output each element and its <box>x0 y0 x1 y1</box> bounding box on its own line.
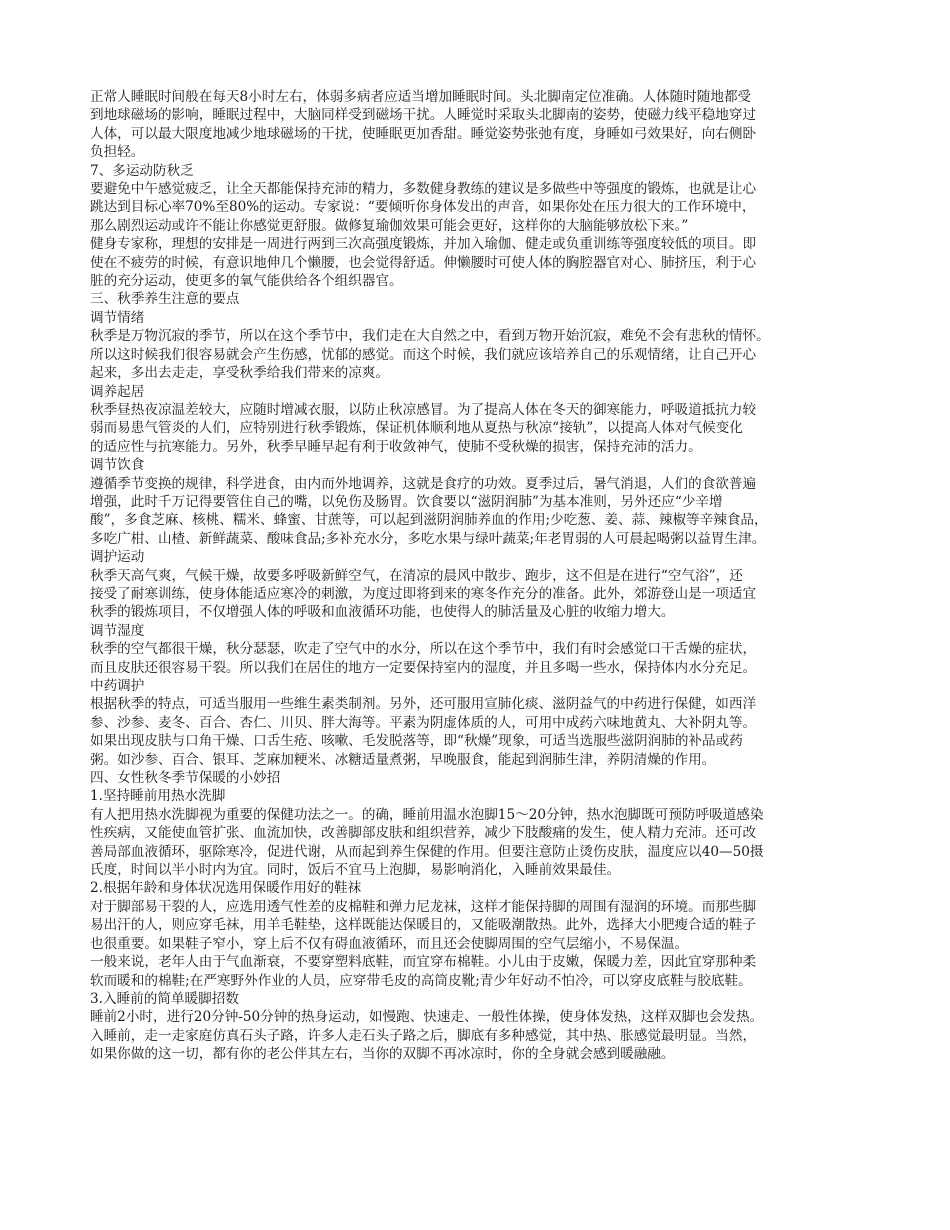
text-line: 使在不疲劳的时候，有意识地伸几个懒腰，也会觉得舒适。伸懒腰时可使人体的胸腔器官对心、肺挤压，利于心 <box>90 254 757 271</box>
text-line: 脏的充分运动，使更多的氧气能供给各个组织器官。 <box>90 273 403 290</box>
text-line: 调护运动 <box>90 549 145 566</box>
text-line: 弱而易患气管炎的人们，应特别进行秋季锻炼，保证机体顺利地从夏热与秋凉“接轨”，以提高人体对气候变化 <box>90 420 743 437</box>
text-line: 所以这时候我们很容易就会产生伤感，忧郁的感觉。而这个时候，我们就应该培养自己的乐观情绪，让自己开心 <box>90 346 757 363</box>
text-line: 性疾病，又能使血管扩张、血流加快，改善脚部皮肤和组织营养，减少下肢酸痛的发生，使人精力充沛。还可改 <box>90 825 757 842</box>
text-line: 而且皮肤还很容易干裂。所以我们在居住的地方一定要保持室内的湿度，并且多喝一些水，保持体内水分充足。 <box>90 659 757 676</box>
text-line: 有人把用热水洗脚视为重要的保健功法之一。的确，睡前用温水泡脚15～20分钟，热水泡脚既可预防呼吸道感染 <box>90 806 764 823</box>
text-line: 要避免中午感觉疲乏，让全天都能保持充沛的精力，多数健身教练的建议是多做些中等强度的锻炼，也就是让心 <box>90 181 757 198</box>
text-line: 善局部血液循环，驱除寒冷，促进代谢，从而起到养生保健的作用。但要注意防止烫伤皮肤，温度应以40—50摄 <box>90 843 764 860</box>
text-line: 健身专家称，理想的安排是一周进行两到三次高强度锻炼，并加入瑜伽、健走或负重训练等强度较低的项目。即 <box>90 236 757 253</box>
text-line: 根据秋季的特点，可适当服用一些维生素类制剂。另外，还可服用宣肺化痰、滋阴益气的中药进行保健，如西洋 <box>90 696 757 713</box>
text-line: 调养起居 <box>90 383 145 400</box>
text-line: 接受了耐寒训练，使身体能适应寒冷的刺激，为度过即将到来的寒冬作充分的准备。此外，郊游登山是一项适宜 <box>90 585 757 602</box>
text-line: 负担轻。 <box>90 144 145 161</box>
text-line: 秋季昼热夜凉温差较大，应随时增减衣服，以防止秋凉感冒。为了提高人体在冬天的御寒能力，呼吸道抵抗力较 <box>90 401 757 418</box>
text-line: 中药调护 <box>90 678 145 694</box>
text-line: 跳达到目标心率70%至80%的运动。专家说：“要倾听你身体发出的声音，如果你处在压力很大的工作环境中， <box>90 199 756 216</box>
text-line: 秋季是万物沉寂的季节，所以在这个季节中，我们走在大自然之中，看到万物开始沉寂，难免不会有悲秋的情怀。 <box>90 328 770 345</box>
text-line: 粥。如沙参、百合、银耳、芝麻加粳米、冰糖适量煮粥，早晚服食，能起到润肺生津，养阴清燥的作用。 <box>90 751 716 768</box>
text-line: 对于脚部易干裂的人，应选用透气性差的皮棉鞋和弹力尼龙袜，这样才能保持脚的周围有湿润的环境。而那些脚 <box>90 898 757 915</box>
text-line: 的适应性与抗寒能力。另外，秋季早睡早起有利于收敛神气，使肺不受秋燥的损害，保持充沛的活力。 <box>90 438 702 455</box>
text-line: 3.入睡前的简单暖脚招数 <box>90 990 239 1007</box>
text-line: 那么剧烈运动或许不能让你感觉更舒服。做修复瑜伽效果可能会更好，这样你的大脑能够放松下来。” <box>90 217 689 234</box>
text-line: 起来，多出去走走，享受秋季给我们带来的凉爽。 <box>90 365 390 382</box>
text-line: 秋季的锻炼项目，不仅增强人体的呼吸和血液循环功能，也使得人的肺活量及心脏的收缩力增大。 <box>90 604 675 621</box>
text-line: 秋季的空气都很干燥，秋分瑟瑟，吹走了空气中的水分，所以在这个季节中，我们有时会感觉口干舌燥的症状， <box>90 641 757 658</box>
text-line: 秋季天高气爽，气候干燥，故要多呼吸新鲜空气，在清凉的晨风中散步、跑步，这不但是在进行“空气浴”，还 <box>90 567 743 584</box>
text-line: 增强，此时千万记得要管住自己的嘴，以免伤及肠胃。饮食要以“滋阴润肺”为基本准则，另外还应“少辛增 <box>90 493 723 510</box>
text-line: 到地球磁场的影响，睡眠过程中，大脑同样受到磁场干扰。人睡觉时采取头北脚南的姿势，使磁力线平稳地穿过 <box>90 107 757 124</box>
text-line: 也很重要。如果鞋子窄小，穿上后不仅有碍血液循环，而且还会使脚周围的空气层缩小，不易保温。 <box>90 935 689 952</box>
text-line: 氏度，时间以半小时内为宜。同时，饭后不宜马上泡脚，易影响消化，入睡前效果最佳。 <box>90 862 621 879</box>
text-line: 如果出现皮肤与口角干燥、口舌生疮、咳嗽、毛发脱落等，即“秋燥”现象，可适当选服些滋阴润肺的补品或药 <box>90 733 743 750</box>
text-line: 如果你做的这一切，都有你的老公伴其左右，当你的双脚不再冰凉时，你的全身就会感到暖融融。 <box>90 1046 675 1063</box>
text-line: 人体，可以最大限度地减少地球磁场的干扰，使睡眠更加香甜。睡觉姿势张弛有度，身睡如弓效果好，向右侧卧 <box>90 125 757 142</box>
document-body <box>90 88 862 1064</box>
text-line: 三、秋季养生注意的要点 <box>90 291 240 308</box>
text-line: 多吃广柑、山楂、新鲜蔬菜、酸味食品;多补充水分，多吃水果与绿叶蔬菜;年老胃弱的人可晨起喝粥以益胃生津。 <box>90 530 766 547</box>
text-line: 参、沙参、麦冬、百合、杏仁、川贝、胖大海等。平素为阴虚体质的人，可用中成药六味地黄丸、大补阴丸等。 <box>90 714 757 731</box>
text-line: 调节饮食 <box>90 457 145 474</box>
text-line: 7、多运动防秋乏 <box>90 162 194 179</box>
text-line: 一般来说，老年人由于气血渐衰，不要穿塑料底鞋，而宜穿布棉鞋。小儿由于皮嫩，保暖力差，因此宜穿那种柔 <box>90 954 757 971</box>
text-line: 遵循季节变换的规律，科学进食，由内而外地调养，这就是食疗的功效。夏季过后，暑气消退，人们的食欲普遍 <box>90 475 757 492</box>
text-line: 睡前2小时，进行20分钟-50分钟的热身运动，如慢跑、快速走、一般性体操，使身体发热，这样双脚也会发热。 <box>90 1009 764 1026</box>
text-line: 软而暖和的棉鞋;在严寒野外作业的人员，应穿带毛皮的高筒皮靴;青少年好动不怕冷，可以穿皮底鞋与胶底鞋。 <box>90 972 752 989</box>
text-line: 2.根据年龄和身体状况选用保暖作用好的鞋袜 <box>90 880 362 897</box>
text-line: 调节湿度 <box>90 622 145 639</box>
text-line: 易出汗的人，则应穿毛袜，用羊毛鞋垫，这样既能达保暖目的，又能吸潮散热。此外，选择大小肥瘦合适的鞋子 <box>90 917 757 934</box>
text-line: 1.坚持睡前用热水洗脚 <box>90 788 226 805</box>
text-line: 四、女性秋冬季节保暖的小妙招 <box>90 770 281 787</box>
text-line: 酸”，多食芝麻、核桃、糯米、蜂蜜、甘蔗等，可以起到滋阴润肺养血的作用;少吃葱、姜、蒜、辣椒等辛辣食品， <box>90 512 768 529</box>
text-line: 调节情绪 <box>90 309 145 326</box>
text-line: 正常人睡眠时间般在每天8小时左右，体弱多病者应适当增加睡眠时间。头北脚南定位准确。人体随时随地都受 <box>90 89 752 105</box>
text-line: 入睡前，走一走家庭仿真石头子路，许多人走石头子路之后，脚底有多种感觉，其中热、胀感觉最明显。当然， <box>90 1027 757 1044</box>
